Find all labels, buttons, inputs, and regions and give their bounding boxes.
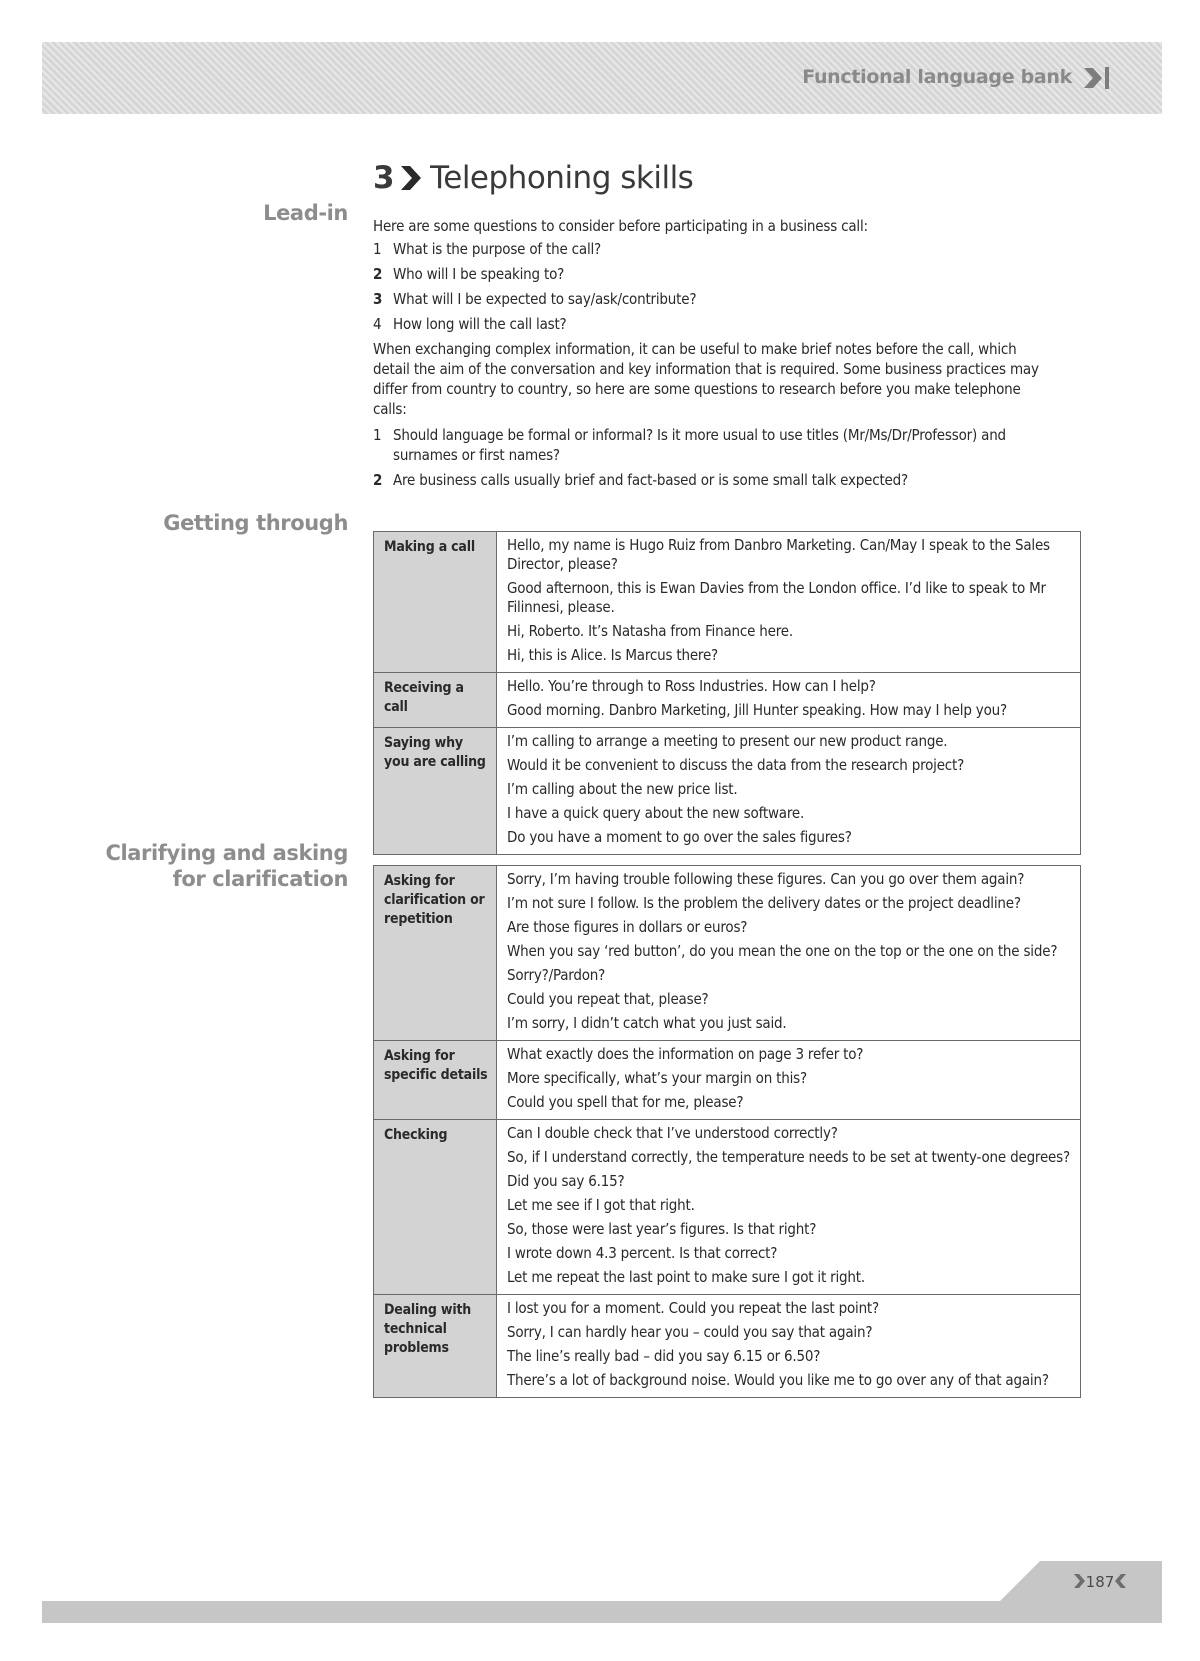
phrase: I’m sorry, I didn’t catch what you just said. bbox=[507, 1014, 787, 1032]
phrases-cell bbox=[497, 1041, 1081, 1120]
phrases-cell bbox=[497, 866, 1081, 1041]
end-arrow-icon bbox=[1082, 66, 1112, 90]
table-row bbox=[374, 673, 1081, 728]
category-cell: Asking for specific details bbox=[374, 1041, 497, 1120]
phrase: The line’s really bad – did you say 6.15 or 6.50? bbox=[507, 1347, 821, 1365]
table-row bbox=[374, 532, 1081, 673]
section-label-clarifying: Clarifying and asking for clarification bbox=[105, 841, 348, 891]
clarifying-table bbox=[373, 865, 1081, 1398]
lead-in-research-questions bbox=[373, 425, 1053, 490]
footer-bar bbox=[42, 1601, 1162, 1623]
table-row bbox=[374, 1041, 1081, 1120]
phrase: Could you repeat that, please? bbox=[507, 990, 709, 1008]
phrase: Sorry?/Pardon? bbox=[507, 966, 606, 984]
phrase: So, those were last year’s figures. Is that right? bbox=[507, 1220, 817, 1238]
phrase: I’m not sure I follow. Is the problem the delivery dates or the project deadline? bbox=[507, 894, 1021, 912]
phrases-cell bbox=[497, 1295, 1081, 1398]
phrase: Good morning. Danbro Marketing, Jill Hunter speaking. How may I help you? bbox=[507, 701, 1007, 719]
phrase: There’s a lot of background noise. Would you like me to go over any of that again? bbox=[507, 1371, 1049, 1389]
table-row bbox=[374, 866, 1081, 1041]
list-item: 2 Who will I be speaking to? bbox=[373, 265, 565, 283]
phrase: More specifically, what’s your margin on this? bbox=[507, 1069, 807, 1087]
header-title: Functional language bank bbox=[802, 66, 1072, 88]
phrases-cell bbox=[497, 532, 1081, 673]
phrase: Let me repeat the last point to make sure I got it right. bbox=[507, 1268, 865, 1286]
chevron-right-icon bbox=[1074, 1574, 1086, 1588]
phrases-cell bbox=[497, 728, 1081, 855]
phrases-cell bbox=[497, 673, 1081, 728]
lead-in-intro: Here are some questions to consider before participating in a business call: bbox=[373, 217, 868, 235]
list-item: 1 Should language be formal or informal? Is it more usual to use titles (Mr/Ms/Dr/Professor) and surnames or first names? bbox=[373, 426, 1006, 464]
phrase: Could you spell that for me, please? bbox=[507, 1093, 744, 1111]
phrases-cell bbox=[497, 1120, 1081, 1295]
category-cell: Checking bbox=[374, 1120, 497, 1295]
phrase: What exactly does the information on page 3 refer to? bbox=[507, 1045, 864, 1063]
phrase: I’m calling about the new price list. bbox=[507, 780, 738, 798]
phrase: Hello. You’re through to Ross Industries. How can I help? bbox=[507, 677, 876, 695]
phrase: Would it be convenient to discuss the data from the research project? bbox=[507, 756, 965, 774]
phrase: Hello, my name is Hugo Ruiz from Danbro Marketing. Can/May I speak to the Sales Director, please? bbox=[507, 536, 1050, 573]
category-cell: Dealing with technical problems bbox=[374, 1295, 497, 1398]
phrase: Hi, this is Alice. Is Marcus there? bbox=[507, 646, 719, 664]
phrase: Can I double check that I’ve understood correctly? bbox=[507, 1124, 838, 1142]
list-item: 2 Are business calls usually brief and fact-based or is some small talk expected? bbox=[373, 471, 908, 489]
phrase: I wrote down 4.3 percent. Is that correct? bbox=[507, 1244, 778, 1262]
phrase: Let me see if I got that right. bbox=[507, 1196, 695, 1214]
phrase: Hi, Roberto. It’s Natasha from Finance here. bbox=[507, 622, 793, 640]
phrase: Good afternoon, this is Ewan Davies from the London office. I’d like to speak to Mr Filinnesi, please. bbox=[507, 579, 1046, 616]
list-item: 3 What will I be expected to say/ask/contribute? bbox=[373, 290, 697, 308]
phrase: Sorry, I’m having trouble following these figures. Can you go over them again? bbox=[507, 870, 1025, 888]
getting-through-table bbox=[373, 531, 1081, 855]
lead-in-paragraph: When exchanging complex information, it can be useful to make brief notes before the call, which detail the aim of the conversation and key information that is required. Some business practices may differ from country to country, so here are some questions to research before you make telephone calls: bbox=[373, 340, 1039, 418]
phrase: Did you say 6.15? bbox=[507, 1172, 625, 1190]
lead-in-questions bbox=[373, 239, 1053, 334]
table-row bbox=[374, 1295, 1081, 1398]
category-cell: Receiving a call bbox=[374, 673, 497, 728]
category-cell: Asking for clarification or repetition bbox=[374, 866, 497, 1041]
lead-in-section bbox=[373, 216, 1053, 495]
table-row bbox=[374, 1120, 1081, 1295]
section-label-getting-through: Getting through bbox=[163, 511, 348, 535]
header-band bbox=[42, 42, 1162, 114]
phrase: Do you have a moment to go over the sales figures? bbox=[507, 828, 852, 846]
unit-number: 3 bbox=[373, 160, 395, 196]
unit-title-text: Telephoning skills bbox=[430, 160, 694, 196]
phrase: Are those figures in dollars or euros? bbox=[507, 918, 748, 936]
phrase: When you say ‘red button’, do you mean the one on the top or the one on the side? bbox=[507, 942, 1058, 960]
chevron-left-icon bbox=[1114, 1574, 1126, 1588]
page-number-group bbox=[1070, 1573, 1130, 1591]
table-row bbox=[374, 728, 1081, 855]
phrase: Sorry, I can hardly hear you – could you say that again? bbox=[507, 1323, 873, 1341]
section-label-lead-in: Lead-in bbox=[263, 201, 348, 225]
page-title bbox=[373, 160, 693, 196]
page-number: 187 bbox=[1085, 1573, 1115, 1591]
category-cell: Making a call bbox=[374, 532, 497, 673]
phrase: I’m calling to arrange a meeting to present our new product range. bbox=[507, 732, 948, 750]
list-item: 1 What is the purpose of the call? bbox=[373, 240, 602, 258]
phrase: I have a quick query about the new software. bbox=[507, 804, 805, 822]
phrase: I lost you for a moment. Could you repeat the last point? bbox=[507, 1299, 879, 1317]
category-cell: Saying why you are calling bbox=[374, 728, 497, 855]
list-item: 4 How long will the call last? bbox=[373, 315, 567, 333]
phrase: So, if I understand correctly, the temperature needs to be set at twenty-one degrees? bbox=[507, 1148, 1070, 1166]
chevron-right-icon bbox=[400, 165, 422, 191]
